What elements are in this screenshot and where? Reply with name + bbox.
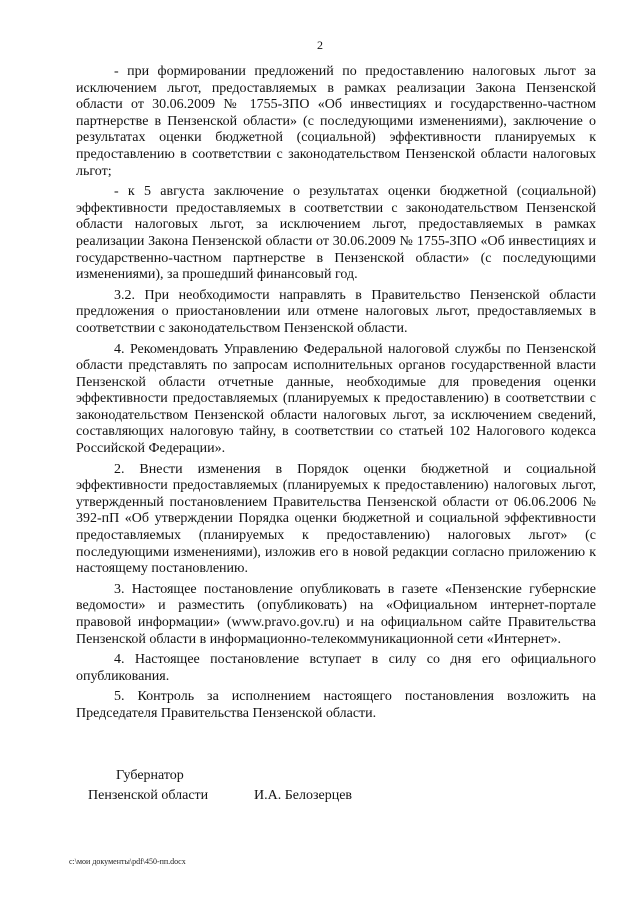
paragraph-4-effective: 4. Настоящее постановление вступает в силу со дня его официального опубликования. <box>76 652 596 684</box>
paragraph-3-2: 3.2. При необходимости направлять в Правительство Пензенской области предложения о приостановлении или отмене налоговых льгот, предоставляемых в соответствии с законодательством Пензенской области. <box>76 287 596 336</box>
paragraph-4-recommend: 4. Рекомендовать Управлению Федеральной налоговой службы по Пензенской области представлять по запросам исполнительных органов государственной власти Пензенской области отчетные данные, необходимые для проведения оценки эффективности предоставляемых (планируемых к предоставлению) в соответствии с законодательством Пензенской области налоговых льгот, за исключением сведений, составляющих налоговую тайну, в соответствии со статьей 102 Налогового кодекса Российской Федерации». <box>76 341 596 457</box>
paragraph-2-amendments: 2. Внести изменения в Порядок оценки бюджетной и социальной эффективности предоставляемых (планируемых к предоставлению) налоговых льгот, утвержденный постановлением Правительства Пензенской области от 06.06.2006 № 392-пП «Об утверждении Порядка оценки бюджетной и социальной эффективности предоставляемых (планируемых к предоставлению) налоговых льгот» (с последующими изменениями), изложив его в новой редакции согласно приложению к настоящему постановлению. <box>76 461 596 577</box>
document-body <box>76 64 596 727</box>
paragraph-tax-proposals: - при формировании предложений по предоставлению налоговых льгот за исключением льгот, предоставляемых в рамках реализации Закона Пензенской области от 30.06.2009 № 1755-ЗПО «Об инвестициях и государственно-частном партнерстве в Пензенской области» (с последующими изменениями), заключение о результатах оценки бюджетной (социальной) эффективности планируемых к предоставлению в соответствии с законодательством Пензенской области налоговых льгот; <box>76 64 596 179</box>
paragraph-3-publish: 3. Настоящее постановление опубликовать в газете «Пензенские губернские ведомости» и разместить (опубликовать) на «Официальном интернет-портале правовой информации» (www.pravo.gov.ru) и на официальном сайте Правительства Пензенской области в информационно-телекоммуникационной сети «Интернет». <box>76 581 596 647</box>
paragraph-august-conclusion: - к 5 августа заключение о результатах оценки бюджетной (социальной) эффективности предоставляемых в соответствии с законодательством Пензенской области налоговых льгот, за исключением льгот, предоставляемых в рамках реализации Закона Пензенской области от 30.06.2009 № 1755-ЗПО «Об инвестициях и государственно-частном партнерстве в Пензенской области» (с последующими изменениями), за прошедший финансовый год. <box>76 184 596 283</box>
page-number: 2 <box>317 38 323 52</box>
file-path-footer: c:\мои документы\pdf\450-пп.docx <box>69 857 186 866</box>
signature-region: Пензенской области <box>88 788 209 803</box>
signature-title: Губернатор <box>116 768 184 783</box>
signature-name: И.А. Белозерцев <box>254 788 353 803</box>
paragraph-5-control: 5. Контроль за исполнением настоящего постановления возложить на Председателя Правительства Пензенской области. <box>76 689 596 721</box>
